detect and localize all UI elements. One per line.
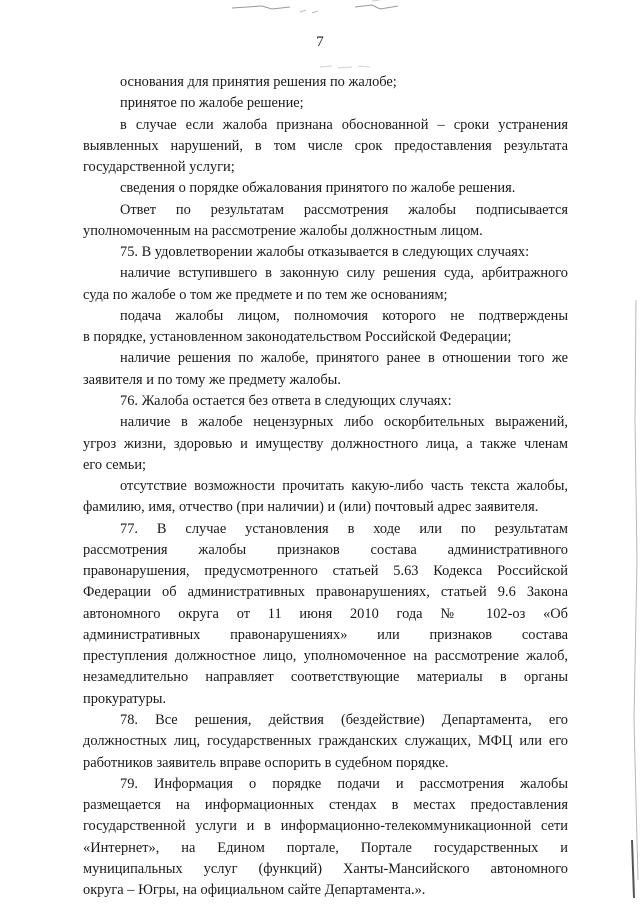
text-line: отсутствие возможности прочитать какую-либо часть текста жалобы, — [120, 478, 568, 495]
text-line: преступления должностное лицо, уполномоченное на рассмотрение жалоб, — [83, 648, 568, 665]
text-line: основания для принятия решения по жалобе; — [120, 74, 397, 90]
text-line: «Интернет», на Едином портале, Портале государственных и — [83, 839, 568, 856]
text-line: должностных лиц, государственных гражданских служащих, МФЦ или его — [83, 733, 568, 750]
text-line: муниципальных услуг (функций) Ханты-Мансийского автономного — [83, 860, 568, 877]
text-line: 76. Жалоба остается без ответа в следующих случаях: — [120, 392, 452, 409]
text-line: размещается на информационных стендах в местах предоставления — [83, 797, 568, 814]
text-line: государственной услуги; — [83, 159, 235, 176]
page-number: 7 — [316, 34, 324, 50]
text-line: округа – Югры, на официальном сайте Департамента.». — [83, 882, 426, 899]
text-line: 79. Информация о порядке подачи и рассмотрения жалобы — [120, 775, 568, 792]
text-line: выявленных нарушений, в том числе срок предоставления результата — [83, 137, 568, 154]
text-line: прокуратуры. — [83, 690, 167, 707]
text-line: работников заявитель вправе оспорить в судебном порядке. — [83, 754, 449, 771]
text-line: Ответ по результатам рассмотрения жалобы подписывается — [120, 201, 568, 218]
text-line: сведения о порядке обжалования принятого по жалобе решения. — [120, 180, 516, 197]
text-line: 77. В случае установления в ходе или по результатам — [120, 520, 568, 537]
text-line: государственной услуги и в информационно-телекоммуникационной сети — [83, 818, 568, 835]
text-line: 78. Все решения, действия (бездействие) Департамента, его — [120, 711, 568, 728]
document-body — [83, 72, 568, 901]
text-line: угроз жизни, здоровью и имуществу должностного лица, а также членам — [83, 435, 568, 452]
text-line: автономного округа от 11 июня 2010 года № 102-оз «Об — [83, 605, 568, 622]
text-line: уполномоченным на рассмотрение жалобы должностным лицом. — [83, 222, 483, 239]
text-line: наличие в жалобе нецензурных либо оскорбительных выражений, — [120, 414, 568, 431]
text-line: наличие решения по жалобе, принятого ранее в отношении того же — [120, 350, 568, 367]
text-line: заявителя и по тому же предмету жалобы. — [83, 371, 341, 388]
text-line: в порядке, установленном законодательством Российской Федерации; — [83, 329, 512, 346]
scan-artifacts — [0, 0, 640, 30]
text-line: административных правонарушениях» или признаков состава — [83, 626, 568, 643]
text-line: принятое по жалобе решение; — [120, 95, 304, 112]
scan-artifacts-small — [318, 60, 378, 72]
text-line: подача жалобы лицом, полномочия которого не подтверждены — [120, 307, 568, 324]
text-line: в случае если жалоба признана обоснованной – сроки устранения — [120, 116, 568, 133]
text-line: правонарушения, предусмотренного статьей 5.63 Кодекса Российской — [83, 563, 568, 580]
text-line: его семьи; — [83, 456, 147, 473]
text-line: незамедлительно направляет соответствующие материалы в органы — [83, 669, 568, 686]
text-line: 75. В удовлетворении жалобы отказывается в следующих случаях: — [120, 244, 530, 261]
scan-edge-shadow — [622, 300, 640, 900]
text-line: суда по жалобе о том же предмете и по тем же основаниям; — [83, 286, 448, 303]
text-line: Федерации об административных правонарушениях, статьей 9.6 Закона — [83, 584, 568, 601]
text-line: рассмотрения жалобы признаков состава административного — [83, 541, 568, 558]
text-line: фамилию, имя, отчество (при наличии) и (или) почтовый адрес заявителя. — [83, 499, 539, 516]
text-line: наличие вступившего в законную силу решения суда, арбитражного — [120, 265, 568, 282]
